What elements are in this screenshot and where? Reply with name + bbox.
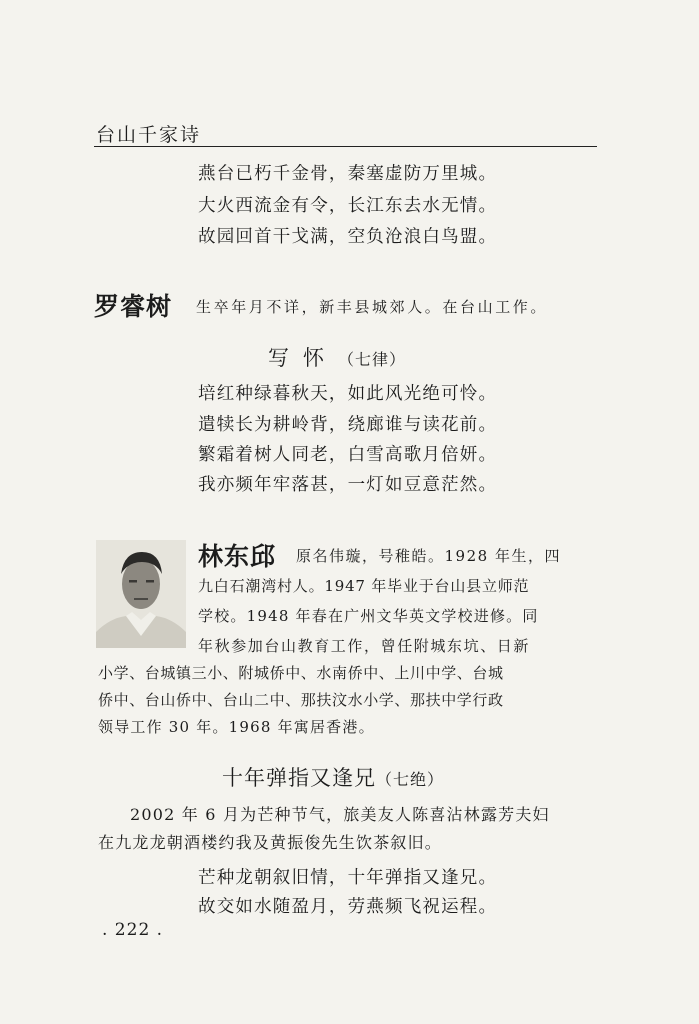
author-bio-line: 小学、台城镇三小、附城侨中、水南侨中、上川中学、台城 [98, 664, 504, 682]
poem-line: 遣犊长为耕岭背，绕廊谁与读花前。 [198, 415, 498, 435]
poem-line: 我亦频年牢落甚，一灯如豆意茫然。 [198, 475, 498, 495]
author-name: 罗睿树 [94, 292, 173, 321]
author-bio-line: 领导工作 30 年。1968 年寓居香港。 [98, 718, 375, 736]
running-header-title: 台山千家诗 [96, 124, 202, 146]
author-bio-line: 侨中、台山侨中、台山二中、那扶汶水小学、那扶中学行政 [98, 691, 504, 709]
poem-title: 十年弹指又逢兄 [222, 766, 376, 790]
poem-form: （七绝） [376, 770, 445, 789]
poem-heading [222, 762, 444, 792]
author-bio-line: 年秋参加台山教育工作，曾任附城东坑、日新 [198, 637, 531, 655]
portrait-photo-icon [96, 540, 186, 648]
poem-line: 故交如水随盈月，劳燕频飞祝运程。 [198, 897, 498, 917]
author-bio: 生卒年月不详，新丰县城郊人。在台山工作。 [196, 298, 549, 316]
author-bio-line: 学校。1948 年春在广州文华英文学校进修。同 [198, 607, 539, 625]
poem-preface-line: 2002 年 6 月为芒种节气，旅美友人陈喜沾林露芳夫妇 [130, 805, 550, 824]
author-bio-line: 九白石潮湾村人。1947 年毕业于台山县立师范 [198, 577, 530, 595]
poem-heading [268, 342, 406, 372]
poem-line: 大火西流金有令，长江东去水无情。 [198, 196, 498, 216]
poem-line: 培红种绿暮秋天，如此风光绝可怜。 [198, 384, 498, 404]
page-number: . 222 . [102, 920, 164, 940]
poem-line: 故园回首干戈满，空负沧浪白鸟盟。 [198, 227, 498, 247]
author-name: 林东邱 [198, 542, 277, 571]
poem-title: 写怀 [268, 346, 338, 370]
poem-line: 燕台已朽千金骨，秦塞虚防万里城。 [198, 164, 498, 184]
poem-line: 芒种龙朝叙旧情，十年弹指又逢兄。 [198, 868, 498, 888]
poem-preface-line: 在九龙龙朝酒楼约我及黄振俊先生饮茶叙旧。 [98, 833, 443, 852]
header-rule [94, 146, 597, 147]
author-portrait [96, 540, 186, 648]
poem-form: （七律） [338, 350, 407, 369]
poem-line: 繁霜着树人同老，白雪高歌月倍妍。 [198, 445, 498, 465]
author-bio-line: 原名伟璇，号稚皓。1928 年生，四 [296, 547, 561, 565]
